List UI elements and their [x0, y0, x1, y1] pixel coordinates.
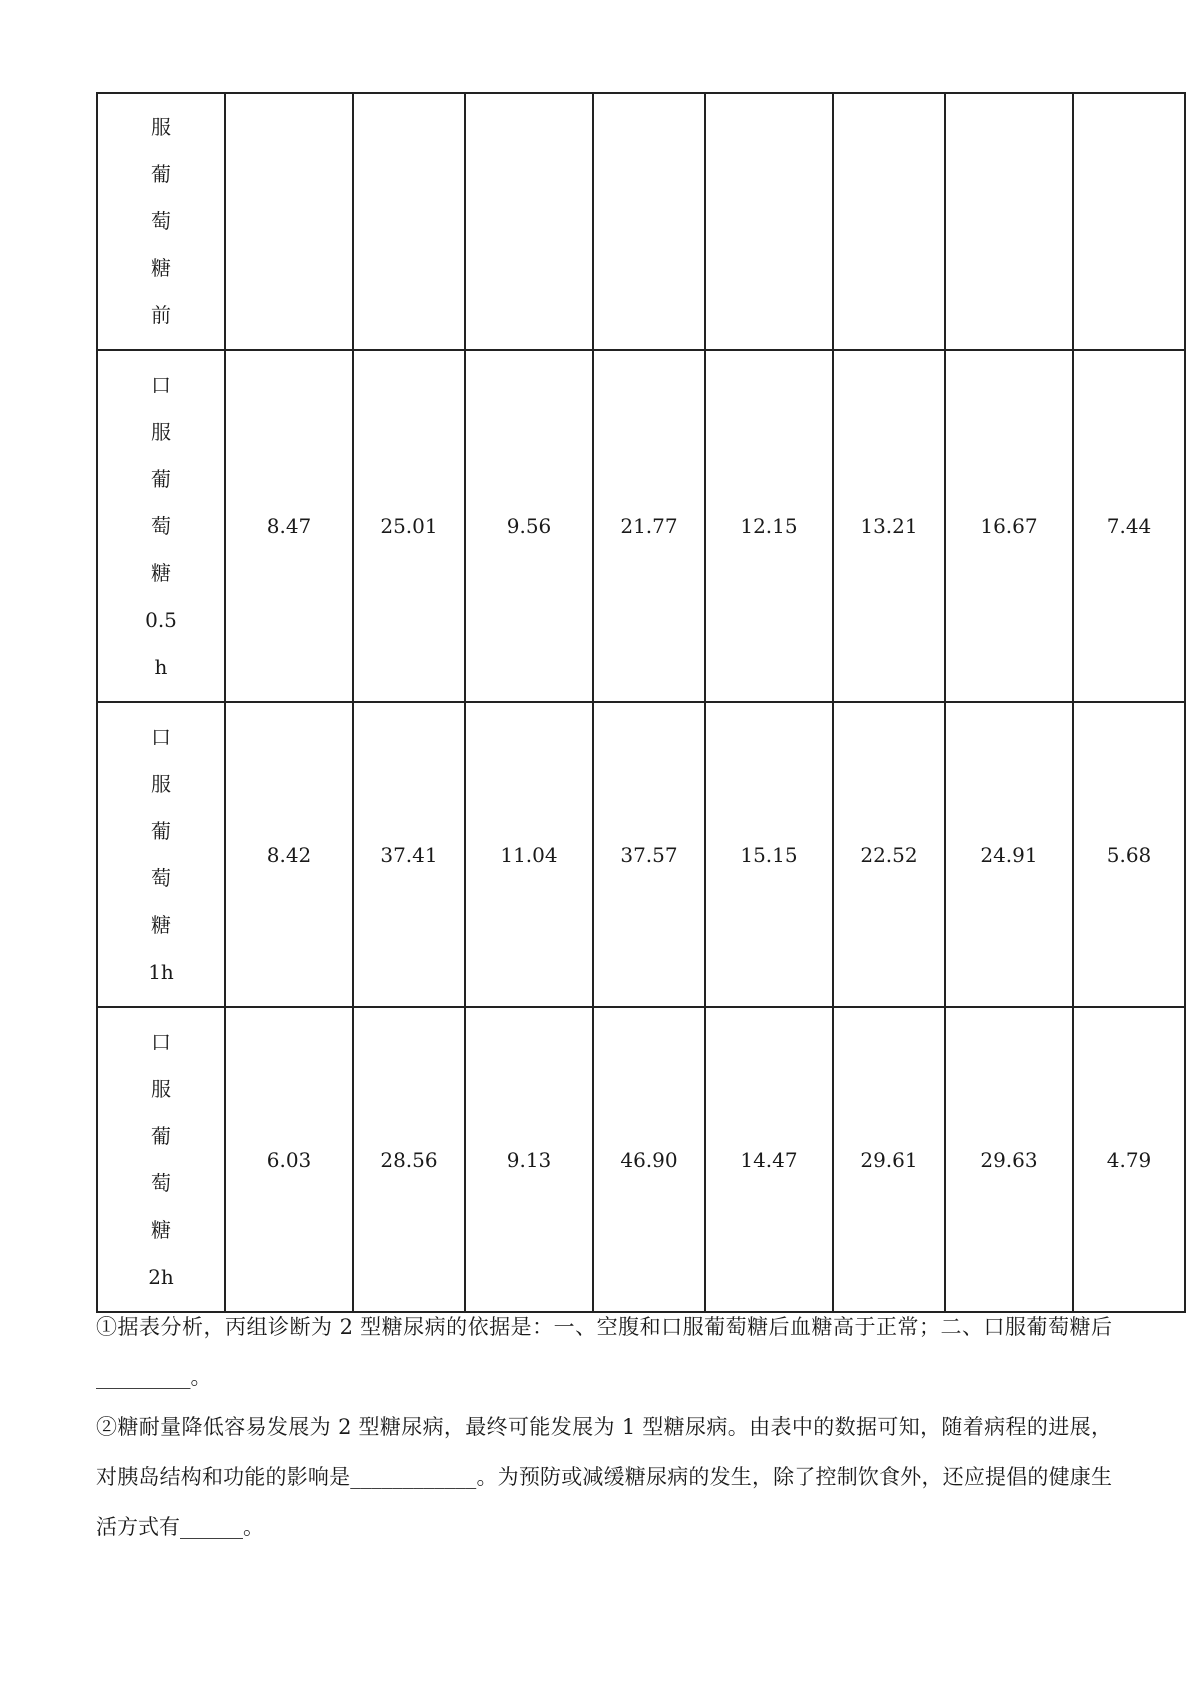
table-cell: 37.41: [353, 702, 465, 1007]
table-cell: 29.63: [945, 1007, 1073, 1312]
table-row: [97, 93, 1185, 350]
table-cell: [465, 93, 593, 350]
question-2: ②糖耐量降低容易发展为 2 型糖尿病，最终可能发展为 1 型糖尿病。由表中的数据可知，随着病程的进展，对胰岛结构和功能的影响是____________。为预防或减缓糖尿病的发生，除了控制饮食外，还应提倡的健康生活方式有______。: [96, 1415, 1112, 1539]
table-cell: [945, 93, 1073, 350]
table-cell: 16.67: [945, 350, 1073, 702]
table-cell: 24.91: [945, 702, 1073, 1007]
table-cell: [833, 93, 945, 350]
table-cell: 12.15: [705, 350, 833, 702]
question-text: [96, 1302, 1112, 1552]
table-cell: 9.56: [465, 350, 593, 702]
table-cell: [1073, 93, 1185, 350]
row-label-glucose-0.5h: 口 服 葡 萄 糖 0.5 h: [97, 350, 225, 702]
table-cell: 9.13: [465, 1007, 593, 1312]
table-cell: 28.56: [353, 1007, 465, 1312]
row-label-glucose-1h: 口 服 葡 萄 糖 1h: [97, 702, 225, 1007]
table-cell: 11.04: [465, 702, 593, 1007]
table-cell: 14.47: [705, 1007, 833, 1312]
table-cell: [593, 93, 705, 350]
table-cell: 29.61: [833, 1007, 945, 1312]
table-row: [97, 1007, 1185, 1312]
row-label-before-glucose: 服 葡 萄 糖 前: [97, 93, 225, 350]
table-cell: 13.21: [833, 350, 945, 702]
table-cell: 22.52: [833, 702, 945, 1007]
table-row: [97, 702, 1185, 1007]
row-label-glucose-2h: 口 服 葡 萄 糖 2h: [97, 1007, 225, 1312]
table-cell: [705, 93, 833, 350]
blood-glucose-table: [96, 92, 1186, 1313]
table-cell: 37.57: [593, 702, 705, 1007]
table-cell: 6.03: [225, 1007, 353, 1312]
table-cell: 7.44: [1073, 350, 1185, 702]
table-cell: 4.79: [1073, 1007, 1185, 1312]
table-cell: 8.42: [225, 702, 353, 1007]
table-cell: 46.90: [593, 1007, 705, 1312]
table-cell: [353, 93, 465, 350]
table-cell: 5.68: [1073, 702, 1185, 1007]
question-1: ①据表分析，丙组诊断为 2 型糖尿病的依据是：一、空腹和口服葡萄糖后血糖高于正常；二、口服葡萄糖后_________。: [96, 1315, 1112, 1389]
table-cell: 21.77: [593, 350, 705, 702]
table-row: [97, 350, 1185, 702]
table-cell: [225, 93, 353, 350]
table-cell: 25.01: [353, 350, 465, 702]
table-cell: 15.15: [705, 702, 833, 1007]
table-cell: 8.47: [225, 350, 353, 702]
